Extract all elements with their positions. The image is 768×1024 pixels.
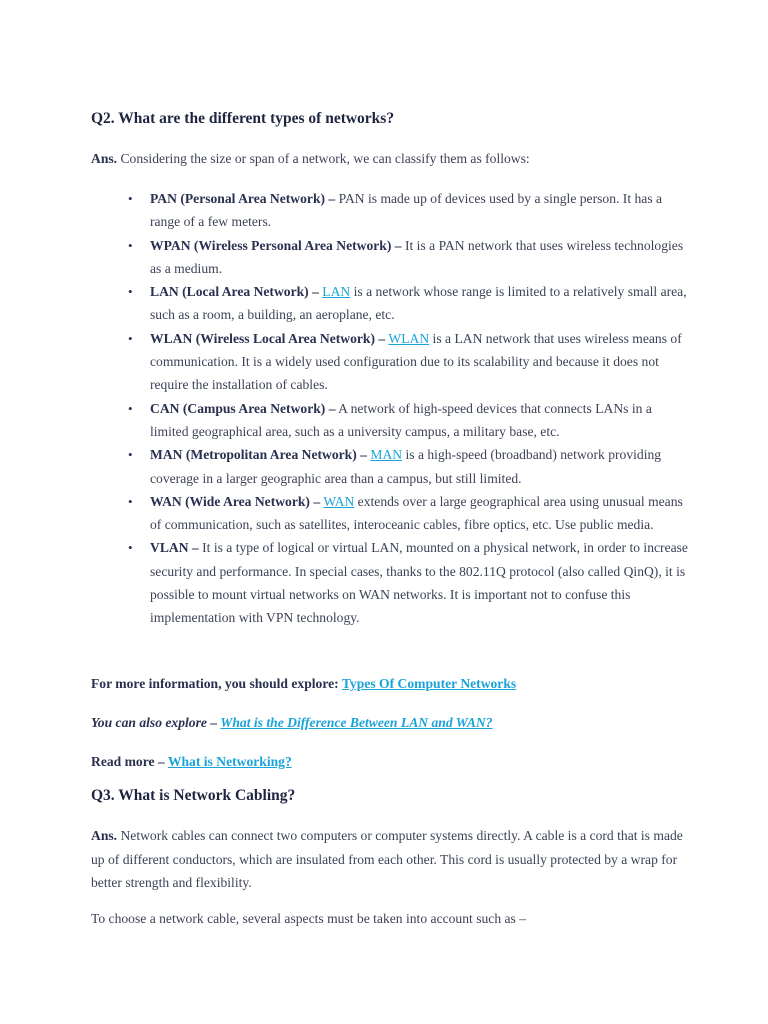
- list-item: [128, 187, 688, 234]
- q2-answer: [91, 147, 691, 171]
- lan-vs-wan-link[interactable]: What is the Difference Between LAN and WAN?: [220, 715, 493, 730]
- q3-heading: Q3. What is Network Cabling?: [91, 787, 296, 804]
- more-info-line: [91, 672, 691, 696]
- network-term: WPAN (Wireless Personal Area Network) –: [150, 237, 402, 253]
- lan-link[interactable]: LAN: [322, 284, 351, 300]
- network-description: is a LAN network that uses wireless means of communication. It is a widely used configuration due to its scalability and because it does not require the installation of cables.: [150, 330, 682, 393]
- list-item: [128, 443, 688, 490]
- bullet-icon: •: [128, 447, 133, 463]
- bullet-icon: •: [128, 540, 133, 556]
- list-item: [128, 280, 688, 327]
- network-description: A network of high-speed devices that connects LANs in a limited geographical area, such as a university campus, a military base, etc.: [150, 400, 652, 439]
- network-term: LAN (Local Area Network) –: [150, 284, 319, 300]
- list-item: [128, 536, 688, 629]
- what-is-networking-link[interactable]: What is Networking?: [167, 754, 292, 769]
- network-description: It is a type of logical or virtual LAN, mounted on a physical network, in order to increase security and performance. In special cases, thanks to the 802.11Q protocol (also called QinQ), it is possible to mount virtual networks on WAN networks. It is important not to confuse this implementation with VPN technology.: [150, 540, 688, 626]
- bullet-icon: •: [128, 237, 133, 253]
- list-item: [128, 397, 688, 444]
- bullet-icon: •: [128, 493, 133, 509]
- bullet-icon: •: [128, 284, 133, 300]
- q2-heading: Q2. What are the different types of networks?: [91, 110, 395, 127]
- types-of-networks-link[interactable]: Types Of Computer Networks: [341, 676, 517, 691]
- q2-ans-label: Ans.: [91, 151, 118, 166]
- read-more-label: Read more –: [91, 754, 168, 769]
- network-description: is a high-speed (broadband) network providing coverage in a larger geographic area than a campus, but still limited.: [150, 447, 662, 486]
- bullet-icon: •: [128, 191, 133, 206]
- read-more-line: [91, 750, 691, 774]
- network-term: WLAN (Wireless Local Area Network) –: [150, 330, 386, 346]
- bullet-icon: •: [128, 330, 133, 346]
- man-link[interactable]: MAN: [370, 447, 403, 463]
- more-info-label: For more information, you should explore:: [91, 676, 342, 691]
- network-term: WAN (Wide Area Network) –: [150, 493, 321, 509]
- q2-ans-text: Considering the size or span of a network, we can classify them as follows:: [117, 151, 530, 166]
- bullet-icon: •: [128, 400, 133, 416]
- network-description: It is a PAN network that uses wireless technologies as a medium.: [150, 237, 684, 276]
- network-term: CAN (Campus Area Network) –: [150, 400, 336, 416]
- q3-answer: [91, 824, 691, 895]
- q3-ans-text: Network cables can connect two computers or computer systems directly. A cable is a cord that is made up of different conductors, which are insulated from each other. This cord is usually protected by a wrap for better strength and flexibility.: [91, 828, 683, 890]
- network-term: MAN (Metropolitan Area Network) –: [150, 447, 367, 463]
- q3-ans-label: Ans.: [91, 828, 118, 843]
- network-description: PAN is made up of devices used by a single person. It has a range of a few meters.: [150, 191, 663, 230]
- network-types-list: [128, 187, 688, 630]
- network-description: is a network whose range is limited to a relatively small area, such as a room, a building, an aeroplane, etc.: [150, 284, 687, 323]
- list-item: [128, 490, 688, 537]
- wan-link[interactable]: WAN: [323, 493, 355, 509]
- network-term: PAN (Personal Area Network) –: [150, 191, 336, 206]
- list-item: [128, 234, 688, 281]
- also-explore-label: You can also explore –: [91, 715, 221, 730]
- network-term: VLAN –: [150, 540, 199, 556]
- also-explore-line: [91, 711, 691, 735]
- wlan-link[interactable]: WLAN: [388, 330, 430, 346]
- q3-choose-cable: To choose a network cable, several aspects must be taken into account such as –: [91, 911, 527, 926]
- network-description: extends over a large geographical area using unusual means of communication, such as satellites, interoceanic cables, fibre optics, etc. Use public media.: [150, 493, 683, 533]
- list-item: [128, 327, 688, 397]
